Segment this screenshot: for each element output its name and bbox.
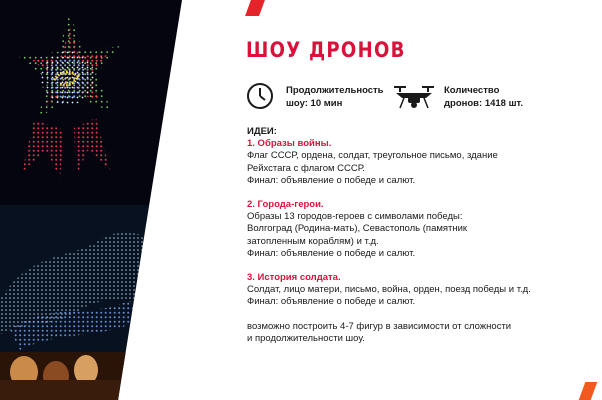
idea-1-line: Флаг СССР, ордена, солдат, треугольное письмо, здание	[247, 150, 498, 162]
idea-2-line: затопленным кораблям) и т.д.	[247, 235, 379, 247]
duration-value: шоу: 10 мин	[286, 98, 343, 109]
top-accent-stripe	[245, 0, 265, 16]
note-line: и продолжительности шоу.	[247, 332, 365, 344]
idea-1-final: Финал: объявление о победе и салют.	[247, 174, 416, 186]
drone-count-label: Количество	[444, 85, 500, 96]
idea-1-title: 1. Образы войны.	[247, 138, 332, 150]
idea-2-final: Финал: объявление о победе и салют.	[247, 247, 416, 259]
idea-3-title: 3. История солдата.	[247, 272, 341, 284]
idea-2-line: Образы 13 городов-героев с символами победы:	[247, 211, 463, 223]
clock-icon	[246, 82, 274, 110]
idea-3-final: Финал: объявление о победе и салют.	[247, 296, 416, 308]
idea-1-line: Рейхстага с флагом СССР.	[247, 162, 365, 174]
duration-label: Продолжительность	[286, 85, 384, 96]
drone-icon	[392, 84, 436, 110]
ideas-block	[247, 126, 587, 345]
idea-2-title: 2. Города-герои.	[247, 199, 324, 211]
ideas-heading: ИДЕИ:	[247, 126, 277, 137]
idea-2-line: Волгоград (Родина-мать), Севастополь (памятник	[247, 223, 468, 235]
slide-title: ШОУ ДРОНОВ	[246, 38, 406, 62]
bottom-accent-stripe	[579, 382, 598, 400]
note-line: возможно построить 4-7 фигур в зависимости от сложности	[247, 320, 512, 332]
drone-count-value: дронов: 1418 шт.	[444, 98, 523, 109]
idea-3-line: Солдат, лицо матери, письмо, война, орден, поезд победы и т.д.	[247, 284, 531, 296]
